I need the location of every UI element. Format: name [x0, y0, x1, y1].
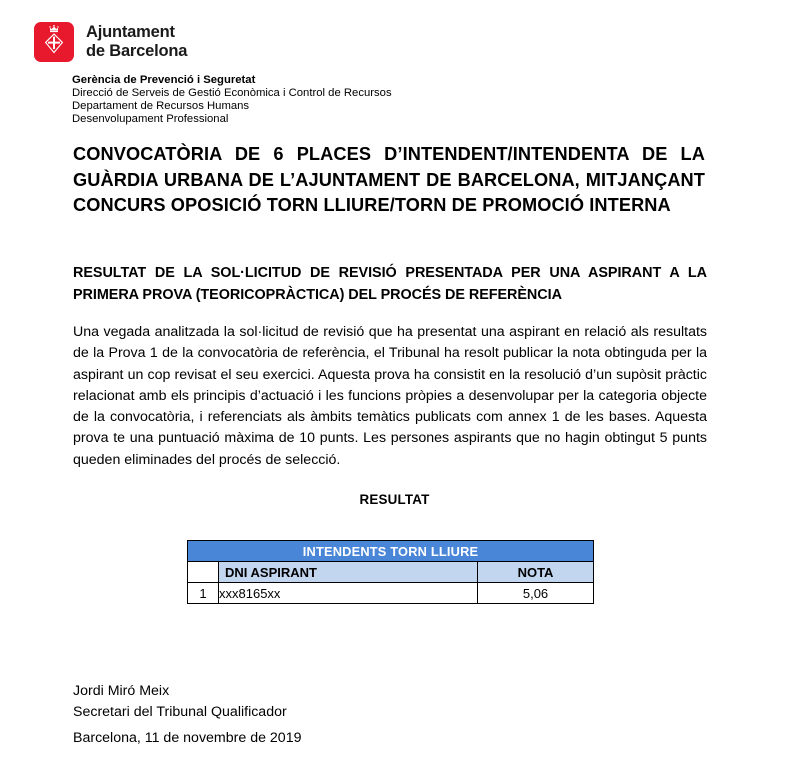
table-title-cell: INTENDENTS TORN LLIURE [188, 541, 594, 562]
wordmark [86, 22, 187, 61]
header-cell-index [188, 562, 219, 583]
page-title: CONVOCATÒRIA DE 6 PLACES D’INTENDENT/INTENDENTA DE LA GUÀRDIA URBANA DE L’AJUNTAMENT DE BARCELONA, MITJANÇANT CONCURS OPOSICIÓ TORN LLIURE/TORN DE PROMOCIÓ INTERNA [73, 144, 705, 215]
department-line-2: Direcció de Serveis de Gestió Econòmica i Control de Recursos [72, 87, 392, 100]
wordmark-line-2: de Barcelona [86, 42, 188, 61]
table-row [188, 583, 594, 604]
wordmark-line-1: Ajuntament [86, 23, 175, 41]
result-heading: RESULTAT [359, 492, 430, 507]
signatory-name: Jordi Miró Meix [73, 683, 170, 699]
result-table [187, 540, 594, 604]
department-line-3: Departament de Recursos Humans [72, 100, 250, 113]
letterhead [34, 22, 187, 62]
cell-nota: 5,06 [478, 583, 594, 604]
department-line-4: Desenvolupament Professional [72, 113, 229, 126]
place-and-date: Barcelona, 11 de novembre de 2019 [73, 730, 302, 746]
barcelona-coat-of-arms-icon [34, 22, 74, 62]
result-table-container [187, 540, 593, 604]
table-header-row [188, 562, 594, 583]
department-line-1: Gerència de Prevenció i Seguretat [72, 74, 256, 86]
signature-block [73, 681, 287, 722]
signatory-role: Secretari del Tribunal Qualificador [73, 703, 287, 720]
cell-dni: xxx8165xx [219, 583, 478, 604]
table-title-row [188, 541, 594, 562]
cell-index: 1 [188, 583, 219, 604]
body-paragraph: Una vegada analitzada la sol·licitud de revisió que ha presentat una aspirant en relació als resultats de la Prova 1 de la convocatòria de referència, el Tribunal ha resolt publicar la nota obtinguda per la aspirant un cop revisat el seu exercici. Aquesta prova ha consistit en la resolució d’un supòsit pràctic relacionat amb els principis d’actuació i les funcions pròpies a desenvolupar per la categoria objecte de la convocatòria, i referenciats als àmbits temàtics publicats com annex 1 de les bases. Aquesta prova te una puntuació màxima de 10 punts. Les persones aspirants que no hagin obtingut 5 punts queden eliminades del procés de selecció. [73, 324, 707, 468]
header-cell-nota: NOTA [478, 562, 594, 583]
header-cell-dni: DNI ASPIRANT [219, 562, 478, 583]
page-subtitle: RESULTAT DE LA SOL·LICITUD DE REVISIÓ PRESENTADA PER UNA ASPIRANT A LA PRIMERA PROVA (TEORICOPRÀCTICA) DEL PROCÉS DE REFERÈNCIA [73, 265, 707, 303]
department-block [72, 74, 392, 126]
